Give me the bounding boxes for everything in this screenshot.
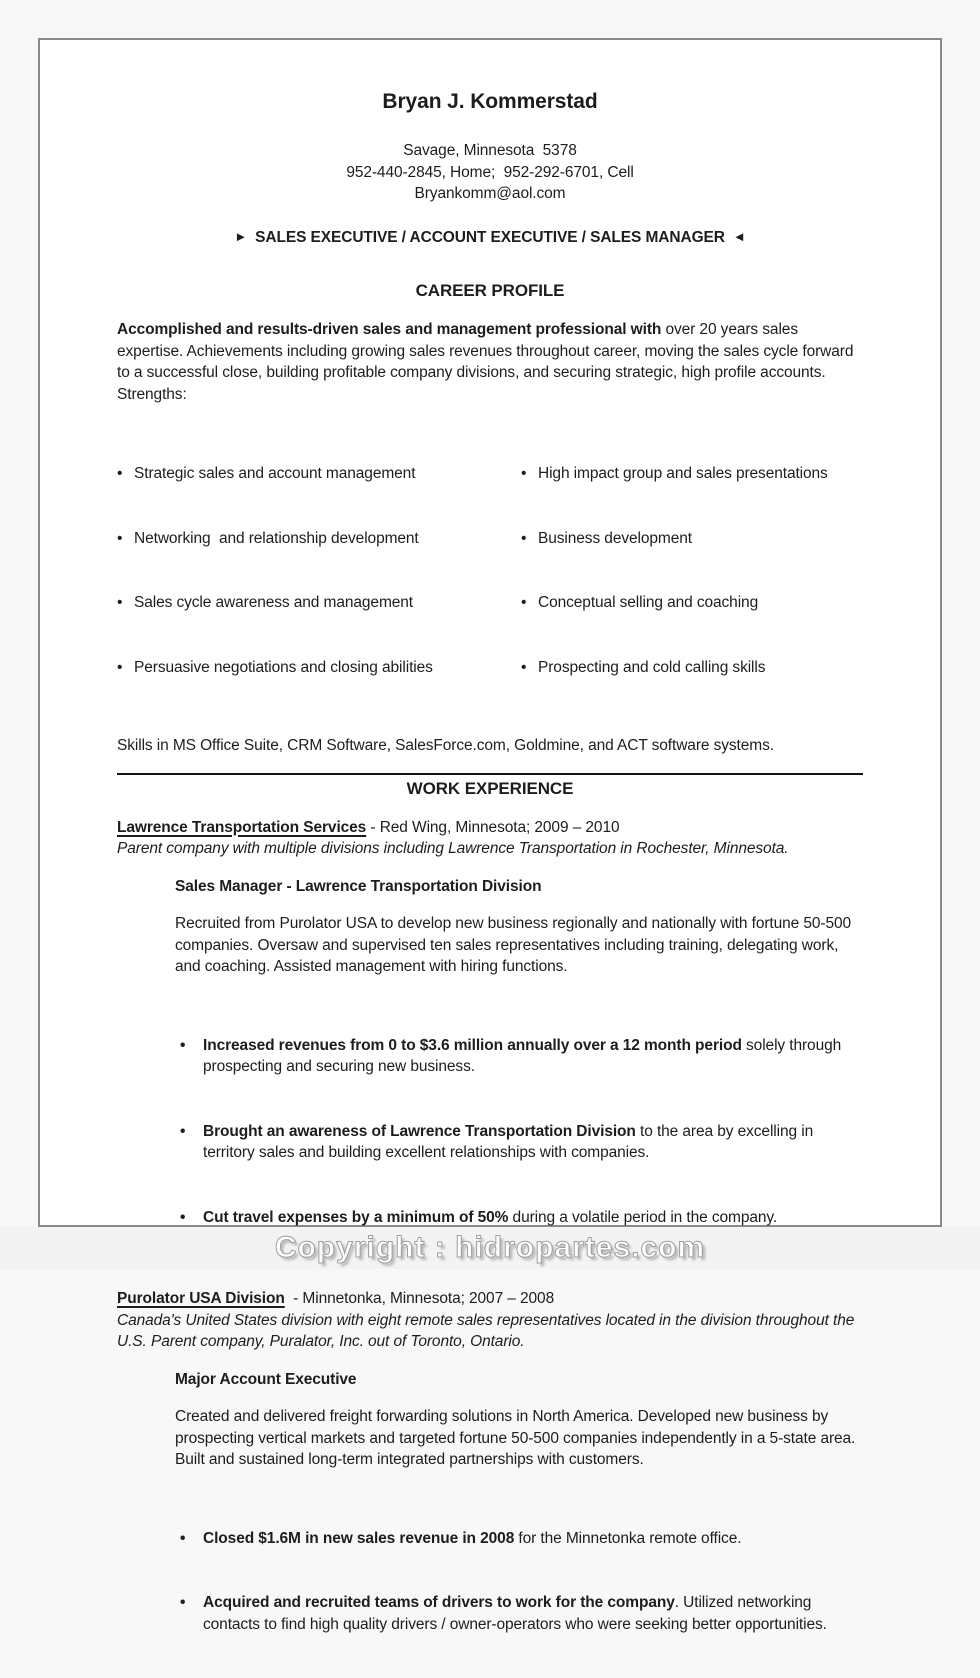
achievement-rest: . Utilized networking contacts to find high quality drivers / owner-operators who were seeking better opportunities. — [203, 1594, 827, 1633]
company-description: Parent company with multiple divisions including Lawrence Transportation in Rochester, Minnesota. — [117, 838, 863, 860]
list-item — [521, 528, 828, 550]
list-item — [180, 1528, 863, 1550]
achievement-bold: Cut travel expenses by a minimum of 50% — [203, 1209, 508, 1226]
strength-label: Business development — [538, 528, 692, 550]
job-summary: Recruited from Purolator USA to develop new business regionally and nationally with fortune 50-500 companies. Oversaw and supervised ten sales representatives including training, delegating work, and coaching. Assisted management with hiring functions. — [175, 913, 863, 978]
strength-label: Prospecting and cold calling skills — [538, 657, 765, 679]
bullet-icon: • — [521, 592, 538, 614]
strength-label: Networking and relationship development — [134, 528, 419, 550]
bullet-icon: • — [521, 528, 538, 550]
arrow-left-icon: ◄ — [725, 229, 754, 244]
list-item — [521, 657, 828, 679]
strength-label: Sales cycle awareness and management — [134, 592, 413, 614]
headline-text: SALES EXECUTIVE / ACCOUNT EXECUTIVE / SALES MANAGER — [255, 229, 725, 246]
position-title: Major Account Executive — [175, 1369, 863, 1391]
achievement-bold: Acquired and recruited teams of drivers to work for the company — [203, 1594, 675, 1611]
company-name: Purolator USA Division — [117, 1290, 285, 1307]
bullet-icon: • — [180, 1121, 203, 1164]
achievement-rest: to the area by excelling in territory sales and building excellent relationships with companies. — [203, 1123, 817, 1162]
intro-rest-text: over 20 years sales expertise. Achievements including growing sales revenues throughout career, moving the sales cycle forward to a successful close, building profitable company divisions, and securing strategic, high profile accounts. Strengths: — [117, 321, 858, 403]
strengths-left-list — [117, 420, 521, 721]
list-item — [117, 528, 521, 550]
list-item — [117, 657, 521, 679]
skills-summary: Skills in MS Office Suite, CRM Software, SalesForce.com, Goldmine, and ACT software systems. — [117, 735, 863, 757]
job-summary: Created and delivered freight forwarding solutions in North America. Developed new business by prospecting vertical markets and targeted fortune 50-500 companies independently in a 5-state area. Built and sustained long-term integrated partnerships with customers. — [175, 1406, 863, 1471]
list-item — [521, 592, 828, 614]
position-title: Sales Manager - Lawrence Transportation Division — [175, 876, 863, 898]
bullet-icon: • — [117, 463, 134, 485]
headline — [117, 227, 863, 249]
job-location-dates: - Minnetonka, Minnesota; 2007 – 2008 — [285, 1290, 554, 1307]
contact-phones: 952-440-2845, Home; 952-292-6701, Cell — [117, 162, 863, 184]
bullet-icon: • — [117, 528, 134, 550]
resume-page — [38, 38, 942, 1227]
person-name: Bryan J. Kommerstad — [117, 90, 863, 114]
list-item — [180, 1592, 863, 1635]
bullet-icon: • — [180, 1035, 203, 1078]
list-item — [521, 463, 828, 485]
list-item — [117, 463, 521, 485]
bullet-icon: • — [521, 657, 538, 679]
strength-label: Conceptual selling and coaching — [538, 592, 758, 614]
strengths-right-list — [521, 420, 828, 721]
achievement-text — [203, 1207, 777, 1229]
strength-label: High impact group and sales presentations — [538, 463, 828, 485]
company-name: Lawrence Transportation Services — [117, 819, 366, 836]
achievement-bold: Closed $1.6M in new sales revenue in 2008 — [203, 1530, 514, 1547]
achievement-bold: Brought an awareness of Lawrence Transportation Division — [203, 1123, 636, 1140]
watermark-text: Copyright : hidropartes.com — [275, 1231, 705, 1265]
bullet-icon: • — [117, 657, 134, 679]
achievement-text — [203, 1592, 863, 1635]
achievement-text — [203, 1528, 741, 1550]
section-divider — [117, 773, 863, 775]
work-experience-title: WORK EXPERIENCE — [117, 778, 863, 800]
achievement-bold: Increased revenues from 0 to $3.6 million annually over a 12 month period — [203, 1037, 742, 1054]
list-item — [117, 592, 521, 614]
bullet-icon: • — [180, 1528, 203, 1550]
contact-email: Bryankomm@aol.com — [117, 183, 863, 205]
achievement-text — [203, 1121, 863, 1164]
contact-address: Savage, Minnesota 5378 — [117, 140, 863, 162]
bullet-icon: • — [180, 1207, 203, 1229]
bullet-icon: • — [180, 1592, 203, 1635]
watermark-bar — [0, 1227, 980, 1269]
list-item — [180, 1035, 863, 1078]
achievement-rest: during a volatile period in the company. — [508, 1209, 777, 1226]
achievement-rest: for the Minnetonka remote office. — [514, 1530, 741, 1547]
job-heading — [117, 817, 863, 839]
strength-label: Persuasive negotiations and closing abilities — [134, 657, 433, 679]
career-profile-title: CAREER PROFILE — [117, 280, 863, 302]
intro-bold-text: Accomplished and results-driven sales and management professional with — [117, 321, 661, 338]
career-profile-intro — [117, 319, 863, 405]
job-heading — [117, 1288, 863, 1310]
arrow-right-icon: ► — [226, 229, 255, 244]
list-item — [180, 1207, 863, 1229]
bullet-icon: • — [117, 592, 134, 614]
achievement-rest: solely through prospecting and securing new business. — [203, 1037, 845, 1076]
bullet-icon: • — [521, 463, 538, 485]
achievement-text — [203, 1035, 863, 1078]
list-item — [180, 1121, 863, 1164]
strengths-columns — [117, 420, 863, 721]
job-achievements-list — [180, 1485, 863, 1678]
job-location-dates: - Red Wing, Minnesota; 2009 – 2010 — [366, 819, 619, 836]
strength-label: Strategic sales and account management — [134, 463, 415, 485]
company-description: Canada's United States division with eight remote sales representatives located in the division throughout the U.S. Parent company, Puralator, Inc. out of Toronto, Ontario. — [117, 1310, 863, 1353]
